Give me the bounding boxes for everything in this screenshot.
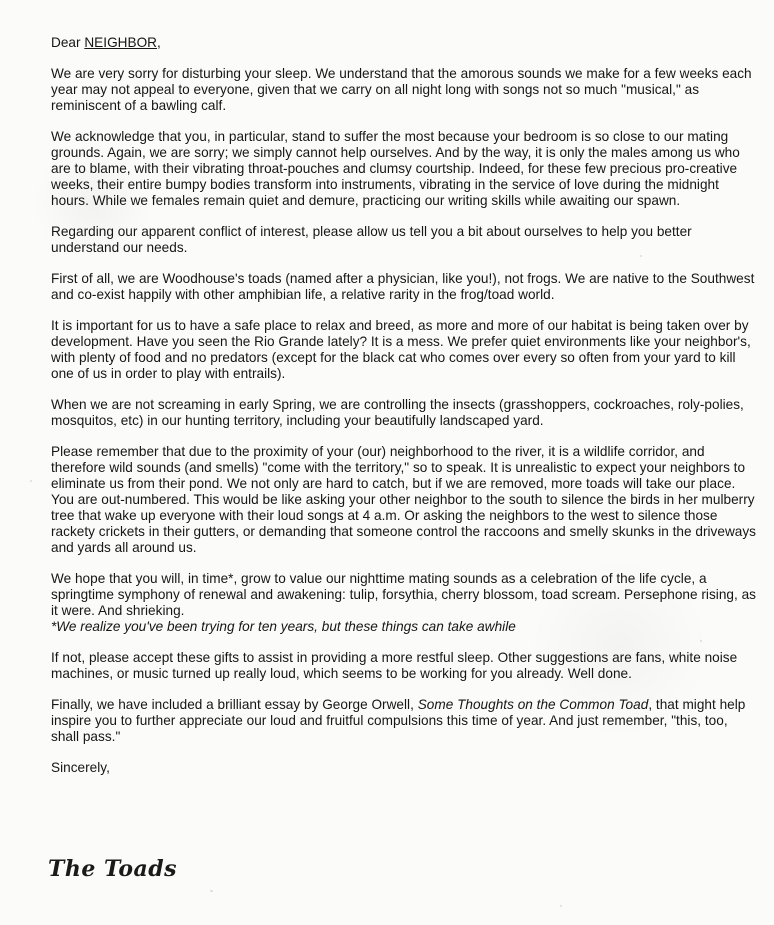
greeting-text: Dear	[51, 35, 85, 50]
scan-speck	[700, 640, 702, 642]
salutation	[51, 35, 756, 51]
paragraph-habitat: It is important for us to have a safe place to relax and breed, as more and more of our habitat is being taken over by development. Have you seen the Rio Grande lately? It is a mess. We prefer quiet environments like your neighbor's, with plenty of food and no predators (except for the black cat who comes over every so often from your yard to kill one of us in order to play with entrails).	[51, 318, 751, 381]
paragraph-hope	[51, 571, 756, 635]
orwell-outro: , that might help inspire you to further appreciate our loud and fruitful compulsions this time of year. And just remember, "this, too, shall pass."	[51, 697, 746, 744]
scan-speck	[560, 905, 562, 907]
signature: The Toads	[48, 856, 178, 882]
footnote: *We realize you've been trying for ten years, but these things can take awhile	[51, 619, 516, 634]
paragraph-gifts: If not, please accept these gifts to assist in providing a more restful sleep. Other suggestions are fans, white noise machines, or music turned up really loud, which seems to be working for you already. Well done.	[51, 650, 738, 681]
scan-speck	[30, 480, 32, 482]
hope-text: We hope that you will, in time*, grow to value our nighttime mating sounds as a celebration of the life cycle, a springtime symphony of renewal and awakening: tulip, forsythia, cherry blossom, toad scream. Persephone rising, as it were. And shrieking.	[51, 571, 756, 618]
letter-body	[51, 35, 756, 791]
paragraph-orwell	[51, 697, 756, 745]
paragraph-conflict: Regarding our apparent conflict of interest, please allow us tell you a bit about ourselves to help you better understand our needs.	[51, 224, 692, 255]
orwell-intro: Finally, we have included a brilliant essay by George Orwell,	[51, 697, 418, 712]
scan-speck	[640, 255, 642, 257]
scan-speck	[420, 538, 422, 540]
essay-title: Some Thoughts on the Common Toad	[417, 697, 649, 712]
addressee: NEIGHBOR	[84, 35, 158, 50]
paragraph-identity: First of all, we are Woodhouse's toads (named after a physician, like you!), not frogs. We are native to the Southwest and co-exist happily with other amphibian life, a relative rarity in the frog/toad world.	[51, 271, 755, 302]
closing: Sincerely,	[51, 760, 110, 775]
scan-speck	[210, 890, 213, 892]
paragraph-apology: We are very sorry for disturbing your sleep. We understand that the amorous sounds we make for a few weeks each year may not appeal to everyone, given that we carry on all night long with songs not so much "musical," as reminiscent of a bawling calf.	[51, 66, 752, 113]
paragraph-insects: When we are not screaming in early Spring, we are controlling the insects (grasshoppers, cockroaches, roly-polies, mosquitos, etc) in our hunting territory, including your beautifully landscaped yard.	[51, 397, 744, 428]
paragraph-acknowledgement: We acknowledge that you, in particular, stand to suffer the most because your bedroom is so close to our mating grounds. Again, we are sorry; we simply cannot help ourselves. And by the way, it is only the males among us who are to blame, with their vibrating throat-pouches and clumsy courtship. Indeed, for these few precious pro-creative weeks, their entire bumpy bodies transform into instruments, vibrating in the service of love during the midnight hours. While we females remain quiet and demure, practicing our writing skills while awaiting our spawn.	[51, 129, 740, 208]
paragraph-wildlife-corridor: Please remember that due to the proximity of your (our) neighborhood to the river, it is a wildlife corridor, and therefore wild sounds (and smells) "come with the territory," so to speak. It is unrealistic to expect your neighbors to eliminate us from their pond. We not only are hard to catch, but if we are removed, more toads will take our place. You are out-numbered. This would be like asking your other neighbor to the south to silence the birds in her mulberry tree that wake up everyone with their loud songs at 4 a.m. Or asking the neighbors to the west to silence those rackety crickets in their gutters, or demanding that someone control the raccoons and smelly skunks in the driveways and yards all around us.	[51, 444, 756, 555]
greeting-comma: ,	[157, 35, 161, 50]
